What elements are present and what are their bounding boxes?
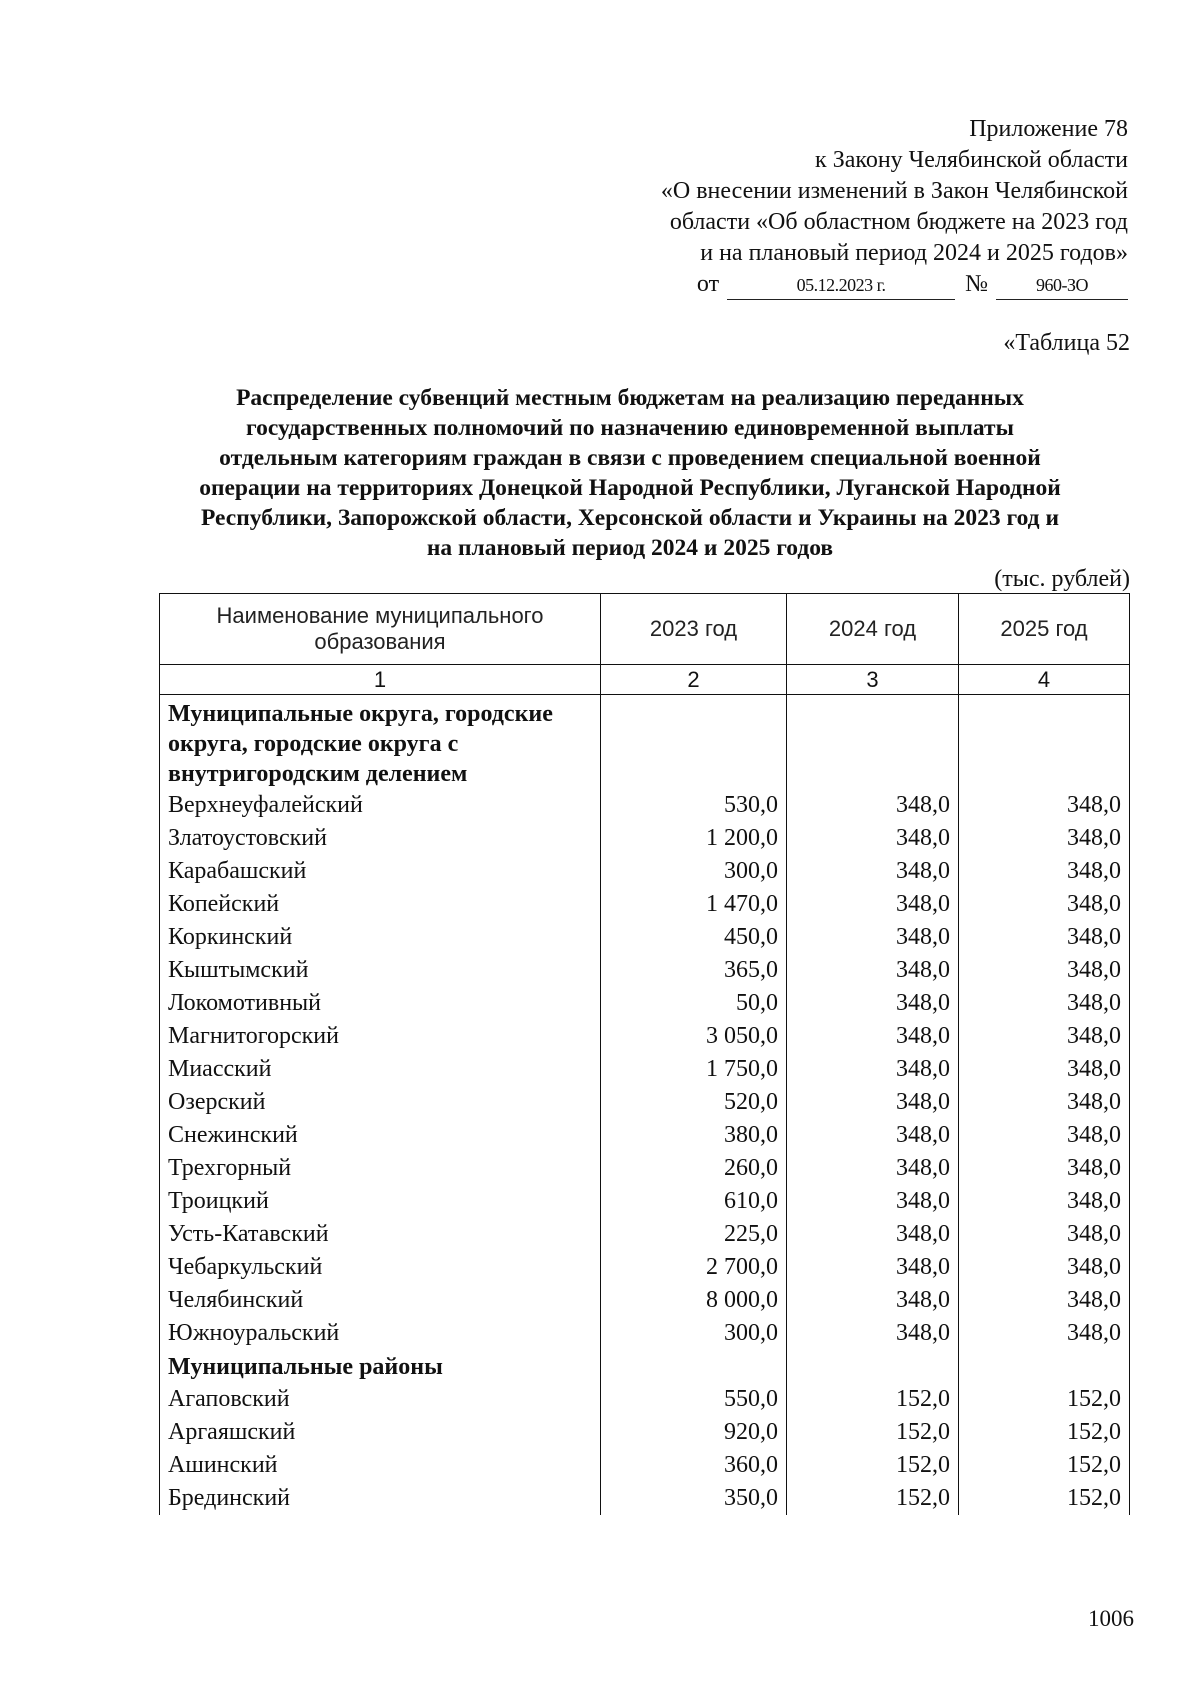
value-2024: 348,0 [787,1053,959,1086]
value-2024: 348,0 [787,1119,959,1152]
value-2023: 450,0 [601,921,787,954]
value-2024: 348,0 [787,1185,959,1218]
value-2024: 152,0 [787,1416,959,1449]
table-row [160,855,1130,888]
annex-date-line [568,269,1128,300]
header-2025: 2025 год [959,594,1130,665]
title-line-3: отдельным категориям граждан в связи с проведением специальной военной [219,445,1041,471]
annex-line-3: «О внесении изменений в Закон Челябинской [660,178,1128,204]
title-line-1: Распределение субвенций местным бюджетам на реализацию переданных [236,385,1024,411]
table-row [160,1053,1130,1086]
value-2024: 348,0 [787,1317,959,1350]
table-row [160,1416,1130,1449]
table-row [160,1449,1130,1482]
title-line-4: операции на территориях Донецкой Народной Республики, Луганской Народной [199,475,1061,501]
table-row [160,1218,1130,1251]
table-row [160,954,1130,987]
value-2023: 3 050,0 [601,1020,787,1053]
value-2025: 348,0 [959,855,1130,888]
table-row [160,822,1130,855]
annex-line-5: и на плановый период 2024 и 2025 годов» [700,240,1128,266]
group-name: Муниципальные районы [160,1350,601,1383]
municipality-name: Чебаркульский [160,1251,601,1284]
title-line-2: государственных полномочий по назначению единовременной выплаты [246,415,1014,441]
value-2024: 348,0 [787,1218,959,1251]
value-2023: 300,0 [601,1317,787,1350]
column-number: 4 [959,665,1130,695]
table-header-row [160,594,1130,665]
value-2023: 550,0 [601,1383,787,1416]
value-2023: 610,0 [601,1185,787,1218]
title-line-5: Республики, Запорожской области, Херсонской области и Украины на 2023 год и [201,505,1059,531]
value-2024: 348,0 [787,855,959,888]
table-row [160,1020,1130,1053]
table-row [160,921,1130,954]
municipality-name: Челябинский [160,1284,601,1317]
header-2024: 2024 год [787,594,959,665]
value-2024: 152,0 [787,1383,959,1416]
table-row [160,1317,1130,1350]
value-2023: 260,0 [601,1152,787,1185]
value-2024: 348,0 [787,1152,959,1185]
column-number: 1 [160,665,601,695]
value-2024: 348,0 [787,987,959,1020]
municipality-name: Снежинский [160,1119,601,1152]
value-2023: 225,0 [601,1218,787,1251]
units-label: (тыс. рублей) [994,566,1130,592]
value-2023: 8 000,0 [601,1284,787,1317]
value-2023: 530,0 [601,789,787,822]
value-2025: 152,0 [959,1416,1130,1449]
value-2024: 348,0 [787,789,959,822]
table-row [160,1383,1130,1416]
municipality-name: Троицкий [160,1185,601,1218]
municipality-name: Локомотивный [160,987,601,1020]
value-2023: 1 470,0 [601,888,787,921]
municipality-name: Агаповский [160,1383,601,1416]
value-2023: 1 200,0 [601,822,787,855]
value-2024: 348,0 [787,954,959,987]
value-2025: 348,0 [959,789,1130,822]
value-2025: 348,0 [959,1119,1130,1152]
header-municipality: Наименование муниципального образования [160,594,601,665]
value-2023: 920,0 [601,1416,787,1449]
municipality-name: Карабашский [160,855,601,888]
annex-line-4: области «Об областном бюджете на 2023 год [669,209,1128,235]
group2-rows [160,1383,1130,1515]
value-2025: 348,0 [959,921,1130,954]
table-row [160,1086,1130,1119]
value-2024: 348,0 [787,1284,959,1317]
value-2025: 348,0 [959,1185,1130,1218]
municipality-name: Магнитогорский [160,1020,601,1053]
municipality-name: Усть-Катавский [160,1218,601,1251]
value-2023: 380,0 [601,1119,787,1152]
value-2024: 152,0 [787,1449,959,1482]
column-number: 2 [601,665,787,695]
municipality-name: Златоустовский [160,822,601,855]
municipality-name: Аргаяшский [160,1416,601,1449]
table-row [160,1251,1130,1284]
header-2023: 2023 год [601,594,787,665]
group1-rows [160,789,1130,1350]
municipality-name: Миасский [160,1053,601,1086]
value-2025: 348,0 [959,1218,1130,1251]
value-2024: 348,0 [787,822,959,855]
table-label: «Таблица 52 [1003,330,1130,356]
value-2025: 348,0 [959,1152,1130,1185]
table-row [160,1482,1130,1515]
value-2023: 50,0 [601,987,787,1020]
value-2024: 348,0 [787,1251,959,1284]
value-2025: 348,0 [959,987,1130,1020]
group-row-municipal-districts [160,695,1130,790]
value-2025: 348,0 [959,954,1130,987]
value-2025: 348,0 [959,1020,1130,1053]
municipality-name: Брединский [160,1482,601,1515]
value-2025: 348,0 [959,1284,1130,1317]
value-2024: 348,0 [787,1020,959,1053]
document-title [140,383,1120,563]
title-line-6: на плановый период 2024 и 2025 годов [426,535,834,561]
table-row [160,987,1130,1020]
municipality-name: Копейский [160,888,601,921]
table-row [160,1284,1130,1317]
table-row [160,1185,1130,1218]
value-2023: 350,0 [601,1482,787,1515]
value-2023: 1 750,0 [601,1053,787,1086]
table-row [160,1152,1130,1185]
value-2025: 152,0 [959,1449,1130,1482]
annex-line-2: к Закону Челябинской области [815,147,1128,173]
law-date: 05.12.2023 г. [727,273,955,300]
value-2023: 2 700,0 [601,1251,787,1284]
table-row [160,888,1130,921]
value-2023: 300,0 [601,855,787,888]
value-2025: 348,0 [959,1317,1130,1350]
table-row [160,1119,1130,1152]
municipality-name: Верхнеуфалейский [160,789,601,822]
value-2025: 348,0 [959,888,1130,921]
value-2025: 348,0 [959,1053,1130,1086]
value-2025: 152,0 [959,1383,1130,1416]
municipality-name: Ашинский [160,1449,601,1482]
number-label: № [965,271,988,297]
municipality-name: Озерский [160,1086,601,1119]
value-2024: 348,0 [787,921,959,954]
municipality-name: Южноуральский [160,1317,601,1350]
table-row [160,789,1130,822]
municipality-name: Трехгорный [160,1152,601,1185]
value-2024: 348,0 [787,1086,959,1119]
value-2025: 152,0 [959,1482,1130,1515]
municipality-name: Кыштымский [160,954,601,987]
value-2025: 348,0 [959,1251,1130,1284]
annex-header [568,114,1128,300]
column-number: 3 [787,665,959,695]
column-number-row [160,665,1130,695]
from-label: от [696,271,720,297]
value-2025: 348,0 [959,1086,1130,1119]
group-name: Муниципальные округа, городские округа, городские округа с внутригородским делением [160,695,601,790]
page-number: 1006 [1088,1606,1134,1631]
value-2025: 348,0 [959,822,1130,855]
value-2023: 365,0 [601,954,787,987]
value-2024: 152,0 [787,1482,959,1515]
municipality-name: Коркинский [160,921,601,954]
value-2023: 520,0 [601,1086,787,1119]
law-number: 960-ЗО [996,273,1128,300]
subvention-table [159,593,1130,1515]
value-2023: 360,0 [601,1449,787,1482]
value-2024: 348,0 [787,888,959,921]
group-row-municipal-areas [160,1350,1130,1383]
annex-line-1: Приложение 78 [969,116,1128,142]
